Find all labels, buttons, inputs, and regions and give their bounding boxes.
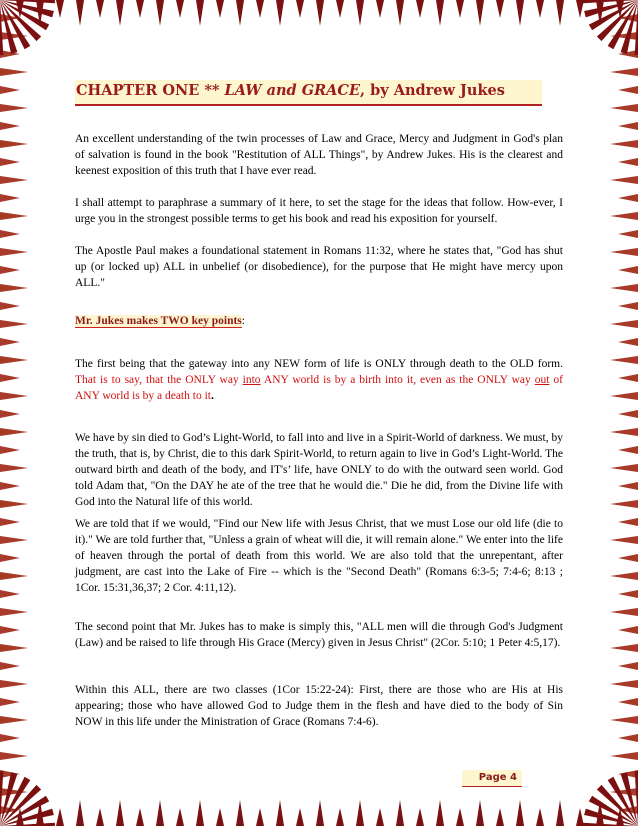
border-ornament	[610, 68, 638, 76]
border-ornament	[316, 0, 324, 26]
border-ornament	[576, 808, 584, 826]
border-ornament	[476, 0, 484, 26]
border-ornament	[610, 608, 638, 616]
border-ornament	[0, 716, 28, 724]
border-ornament	[610, 320, 638, 328]
border-ornament	[356, 0, 364, 26]
title-prefix: CHAPTER ONE **	[76, 82, 225, 99]
border-ornament	[618, 698, 638, 706]
page-number: Page 4	[462, 770, 522, 787]
p4-part-e: out	[534, 374, 550, 386]
border-ornament	[176, 808, 184, 826]
border-ornament	[536, 0, 544, 18]
border-ornament	[618, 266, 638, 274]
border-ornament	[0, 86, 20, 94]
border-ornament	[0, 698, 20, 706]
border-ornament	[196, 0, 204, 26]
border-ornament	[610, 644, 638, 652]
border-ornament	[476, 800, 484, 826]
border-ornament	[0, 500, 28, 508]
p4-part-f: of ANY world is by a death to it	[75, 374, 563, 402]
border-ornament	[610, 428, 638, 436]
border-ornament	[0, 338, 20, 346]
paragraph-8: Within this ALL, there are two classes (1Cor 15:22-24): First, there are those who are His at His appearing; those who have allowed God to Judge them in the flesh and have died to the body of Sin NOW in this life under the Ministration of Grace (Romans 7:4-6).	[75, 684, 563, 728]
chapter-title	[75, 80, 542, 106]
border-ornament	[116, 0, 124, 26]
border-ornament	[618, 338, 638, 346]
paragraph-6: We are told that if we would, "Find our New life with Jesus Christ, that we must Lose our old life (die to it)." We are told further that, "Unless a grain of wheat will die, it will remain alone." We enter into the life of heaven through the portal of death from this world. We are also told that the unrepentant, after judgment, are cast into the Lake of Fire -- which is the "Second Death" (Romans 6:3-5; 7:4-6; 8:13 ; 1Cor. 15:31,36,37; 2 Cor. 4:11,12).	[75, 518, 563, 594]
border-ornament	[0, 194, 20, 202]
border-ornament	[336, 808, 344, 826]
border-ornament	[0, 122, 20, 130]
border-ornament	[0, 590, 20, 598]
paragraph-2: I shall attempt to paraphrase a summary of it here, to set the stage for the ideas that follow. How-ever, I urge you in the strongest possible terms to get his book and read his exposition for yourself.	[75, 197, 563, 225]
border-ornament	[256, 0, 264, 18]
border-ornament	[216, 0, 224, 18]
border-ornament	[618, 194, 638, 202]
border-ornament	[0, 374, 20, 382]
border-ornament	[556, 0, 564, 26]
border-ornament	[456, 808, 464, 826]
border-ornament	[516, 800, 524, 826]
paragraph-5: We have by sin died to God’s Light-World, to fall into and live in a Spirit-World of darkness. We must, by the truth, that is, by Christ, die to this dark Spirit-World, to return again to live in God’s Light-World. The outward birth and death of the body, and IT's’ life, have ONLY to do with the outward seen world. God told Adam that, "On the DAY he ate of the tree that he would die." Die he did, from the Divine life with God into the Natural life of this world.	[75, 432, 563, 508]
border-ornament	[0, 608, 28, 616]
paragraph-3: The Apostle Paul makes a foundational statement in Romans 11:32, where he states that, "God has shut up (or locked up) ALL in unbelief (or disobedience), for the purpose that He might have mercy upon ALL."	[75, 245, 563, 289]
border-ornament	[416, 808, 424, 826]
border-ornament	[396, 800, 404, 826]
border-ornament	[0, 771, 3, 826]
border-ornament	[618, 158, 638, 166]
border-ornament	[496, 808, 504, 826]
border-ornament	[610, 104, 638, 112]
border-ornament	[0, 392, 28, 400]
border-ornament	[0, 212, 28, 220]
key-points-colon: :	[241, 315, 245, 327]
border-ornament	[0, 464, 28, 472]
border-ornament	[396, 0, 404, 26]
border-ornament	[456, 0, 464, 18]
border-ornament	[0, 662, 20, 670]
border-ornament	[610, 536, 638, 544]
p4-part-b: That is to say, that the ONLY way	[75, 374, 243, 386]
border-ornament	[56, 808, 64, 826]
border-ornament	[516, 0, 524, 26]
border-ornament	[583, 0, 638, 3]
border-ornament	[618, 86, 638, 94]
border-ornament	[216, 808, 224, 826]
paragraph-4	[75, 356, 563, 404]
border-ornament	[536, 808, 544, 826]
border-ornament	[610, 284, 638, 292]
border-ornament	[618, 482, 638, 490]
border-ornament	[196, 800, 204, 826]
border-ornament	[156, 0, 164, 26]
border-ornament	[56, 0, 64, 18]
border-ornament	[136, 808, 144, 826]
border-ornament	[610, 392, 638, 400]
border-ornament	[610, 356, 638, 364]
border-ornament	[0, 680, 28, 688]
border-ornament	[618, 446, 638, 454]
border-ornament	[618, 122, 638, 130]
border-ornament	[0, 446, 20, 454]
border-ornament	[0, 752, 28, 760]
border-ornament	[0, 356, 28, 364]
border-ornament	[0, 626, 20, 634]
border-ornament	[0, 176, 28, 184]
border-ornament	[0, 428, 28, 436]
border-ornament	[0, 518, 20, 526]
key-points-heading	[75, 313, 563, 329]
border-ornament	[0, 140, 28, 148]
border-ornament	[0, 320, 28, 328]
border-ornament	[0, 302, 20, 310]
border-ornament	[0, 284, 28, 292]
border-ornament	[276, 800, 284, 826]
border-ornament	[618, 554, 638, 562]
border-ornament	[96, 808, 104, 826]
border-ornament	[618, 590, 638, 598]
border-ornament	[0, 0, 55, 3]
border-ornament	[336, 0, 344, 18]
border-ornament	[76, 0, 84, 26]
border-ornament	[618, 230, 638, 238]
title-italic: LAW and GRACE	[224, 82, 361, 99]
border-ornament	[610, 716, 638, 724]
border-ornament	[0, 554, 20, 562]
border-ornament	[0, 68, 28, 76]
border-ornament	[610, 752, 638, 760]
border-ornament	[0, 572, 28, 580]
border-ornament	[0, 0, 3, 55]
border-ornament	[436, 0, 444, 26]
border-ornament	[96, 0, 104, 18]
border-ornament	[316, 800, 324, 826]
paragraph-7: The second point that Mr. Jukes has to make is simply this, "ALL men will die through God's Judgment (Law) and be raised to life through His Grace (Mercy) given in Jesus Christ" (2Cor. 5:10; 1 Peter 4:5,17).	[75, 621, 563, 649]
border-ornament	[0, 230, 20, 238]
border-ornament	[610, 572, 638, 580]
border-ornament	[610, 248, 638, 256]
border-ornament	[376, 0, 384, 18]
border-ornament	[376, 808, 384, 826]
key-points-label: Mr. Jukes makes TWO key points	[75, 315, 242, 327]
border-ornament	[556, 800, 564, 826]
p4-part-c: into	[242, 374, 261, 386]
border-ornament	[0, 158, 20, 166]
border-ornament	[176, 0, 184, 18]
border-ornament	[618, 374, 638, 382]
border-ornament	[610, 500, 638, 508]
border-ornament	[436, 800, 444, 826]
border-ornament	[618, 662, 638, 670]
border-ornament	[236, 800, 244, 826]
border-ornament	[76, 800, 84, 826]
border-ornament	[618, 518, 638, 526]
border-ornament	[0, 536, 28, 544]
border-ornament	[610, 212, 638, 220]
border-ornament	[610, 464, 638, 472]
border-ornament	[610, 680, 638, 688]
border-ornament	[618, 626, 638, 634]
border-ornament	[0, 734, 20, 742]
border-ornament	[0, 482, 20, 490]
border-ornament	[618, 302, 638, 310]
border-ornament	[296, 0, 304, 18]
border-ornament	[610, 176, 638, 184]
border-ornament	[156, 800, 164, 826]
p4-part-d: ANY world is by a birth into it, even as the ONLY way	[260, 374, 535, 386]
border-ornament	[0, 644, 28, 652]
border-ornament	[0, 266, 20, 274]
border-ornament	[276, 0, 284, 26]
border-ornament	[256, 808, 264, 826]
border-ornament	[496, 0, 504, 18]
p4-part-g: .	[210, 390, 214, 402]
border-ornament	[0, 248, 28, 256]
border-ornament	[0, 104, 28, 112]
paragraph-1: An excellent understanding of the twin processes of Law and Grace, Mercy and Judgment in God's plan of salvation is found in the book "Restitution of ALL Things", by Andrew Jukes. His is the clearest and keenest exposition of this truth that I have ever read.	[75, 133, 563, 177]
border-ornament	[618, 734, 638, 742]
border-ornament	[416, 0, 424, 18]
border-ornament	[236, 0, 244, 26]
border-ornament	[296, 808, 304, 826]
border-ornament	[0, 410, 20, 418]
border-ornament	[136, 0, 144, 18]
p4-part-a: The first being that the gateway into any NEW form of life is ONLY through death to the OLD form.	[75, 358, 563, 370]
border-ornament	[618, 410, 638, 418]
border-ornament	[356, 800, 364, 826]
border-ornament	[116, 800, 124, 826]
border-ornament	[576, 0, 584, 18]
title-suffix: , by Andrew Jukes	[360, 82, 505, 99]
border-ornament	[610, 140, 638, 148]
